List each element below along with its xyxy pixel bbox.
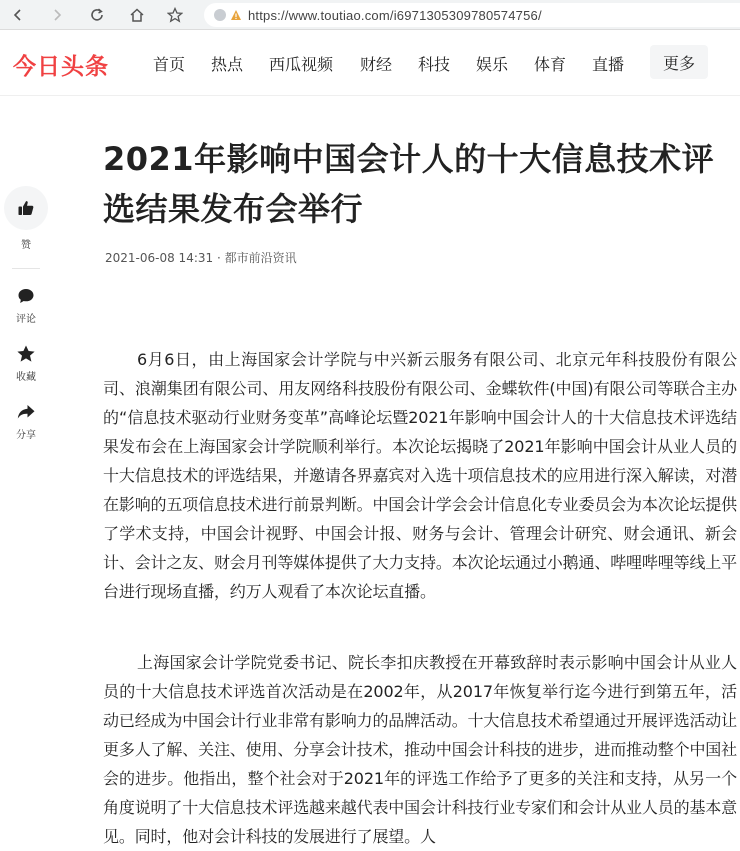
rail-divider [12, 268, 40, 269]
address-bar[interactable] [204, 3, 740, 27]
back-arrow-icon [10, 7, 26, 23]
browser-toolbar [0, 0, 740, 30]
nav-finance[interactable]: 财经 [360, 55, 393, 74]
warning-icon [230, 9, 242, 21]
forward-button[interactable] [42, 0, 72, 30]
site-info-icon[interactable] [214, 9, 226, 21]
comment-icon[interactable] [16, 286, 36, 306]
star-icon [167, 7, 183, 23]
share-label[interactable]: 分享 [16, 430, 36, 441]
home-button[interactable] [122, 0, 152, 30]
article-meta: 2021-06-08 14:31 · 都市前沿资讯 [105, 251, 297, 265]
nav-home[interactable]: 首页 [153, 55, 186, 74]
nav-hot[interactable]: 热点 [211, 55, 244, 74]
article-paragraph: 6月6日，由上海国家会计学院与中兴新云服务有限公司、北京元年科技股份有限公司、浪潮集团有限公司、用友网络科技股份有限公司、金蝶软件(中国)有限公司等联合主办的“信息技术驱动行业财务变革”高峰论坛暨2021年影响中国会计人的十大信息技术评选结果发布会在上海国家会计学院顺利举行。本次论坛揭晓了2021年影响中国会计从业人员的十大信息技术的评选结果，并邀请各界嘉宾对入选十项信息技术的应用进行深入解读，对潜在影响的五项信息技术进行前景判断。中国会计学会会计信息化专业委员会为本次论坛提供了学术支持，中国会计视野、中国会计报、财务与会计、管理会计研究、财会通讯、新会计、会计之友、财会月刊等媒体提供了大力支持。本次论坛通过小鹅通、哔哩哔哩等线上平台进行现场直播，约万人观看了本次论坛直播。 [103, 350, 738, 601]
favorite-label[interactable]: 收藏 [16, 372, 36, 383]
nav-sports[interactable]: 体育 [534, 55, 567, 74]
back-button[interactable] [3, 0, 33, 30]
share-icon[interactable] [16, 402, 36, 422]
comment-label[interactable]: 评论 [16, 314, 36, 325]
nav-live[interactable]: 直播 [592, 55, 625, 74]
reload-button[interactable] [82, 0, 112, 30]
bookmark-button[interactable] [160, 0, 190, 30]
nav-tech[interactable]: 科技 [418, 55, 451, 74]
thumbs-up-icon [17, 199, 35, 217]
like-label: 赞 [21, 240, 31, 251]
article-paragraph: 上海国家会计学院党委书记、院长李扣庆教授在开幕致辞时表示影响中国会计从业人员的十大信息技术评选首次活动是在2002年，从2017年恢复举行迄今进行到第五年，活动已经成为中国会计行业非常有影响力的品牌活动。十大信息技术希望通过开展评选活动让更多人了解、关注、使用、分享会计技术，推动中国会计科技的进步，进而推动整个中国社会的进步。他指出，整个社会对于2021年的评选工作给予了更多的关注和支持，从另一个角度说明了十大信息技术评选越来越代表中国会计科技行业专家们和会计从业人员的基本意见。同时，他对会计科技的发展进行了展望。人 [103, 653, 738, 846]
home-icon [129, 7, 145, 23]
like-button[interactable] [4, 186, 48, 230]
url-text: https://www.toutiao.com/i6971305309780574756/ [248, 7, 542, 23]
nav-more-button[interactable]: 更多 [650, 45, 708, 79]
nav-entertainment[interactable]: 娱乐 [476, 55, 509, 74]
article-title: 2021年影响中国会计人的十大信息技术评选结果发布会举行 [103, 140, 715, 228]
nav-xigua-video[interactable]: 西瓜视频 [269, 55, 334, 74]
favorite-star-icon[interactable] [16, 344, 36, 364]
site-logo[interactable]: 今日头条 [13, 54, 109, 80]
forward-arrow-icon [49, 7, 65, 23]
site-header [0, 30, 740, 96]
reload-icon [89, 7, 105, 23]
